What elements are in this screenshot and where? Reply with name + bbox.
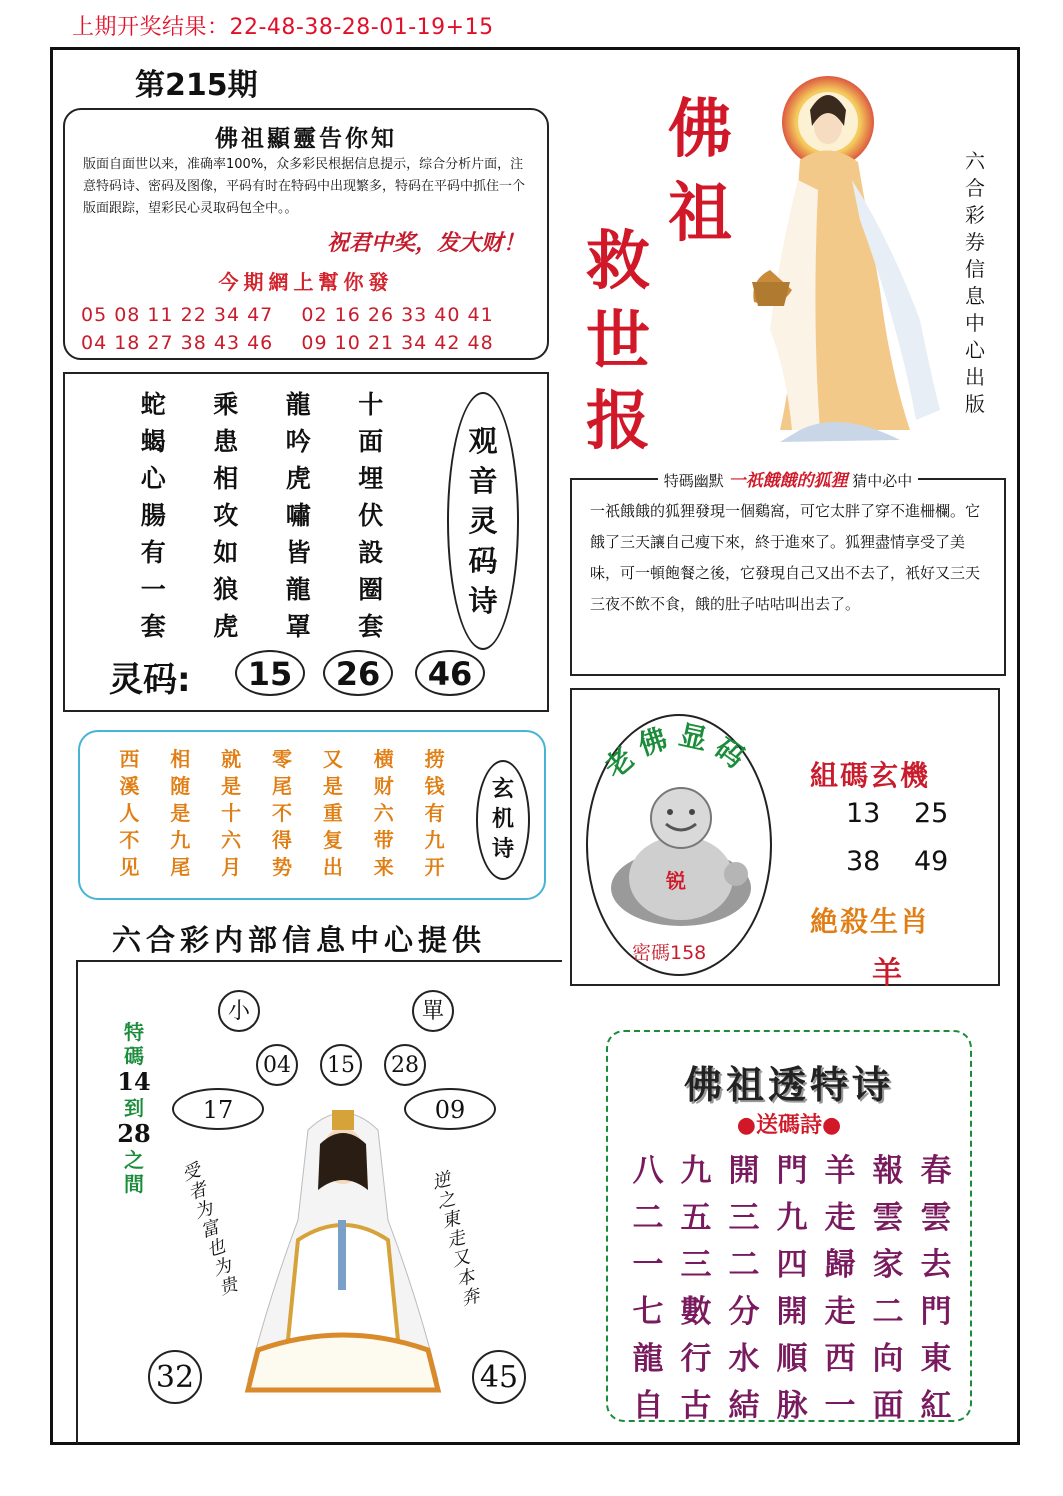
poem-char: 蝎 xyxy=(140,427,166,456)
tts-char: 四 xyxy=(776,1247,808,1283)
tts-char: 門 xyxy=(776,1153,808,1189)
kill-zodiac-title: 絶殺生肖 xyxy=(810,905,931,938)
xuanji-char: 来 xyxy=(373,855,394,879)
poem-oval-char: 音 xyxy=(468,464,498,498)
poem-char: 蛇 xyxy=(140,390,166,419)
buddha-box xyxy=(570,688,1000,991)
tema-to: 28 xyxy=(117,1119,151,1148)
help-title: 今期網上幫你發 xyxy=(218,270,394,294)
xuanji-char: 是 xyxy=(221,774,242,798)
tts-char: 分 xyxy=(728,1294,760,1330)
poem-char: 虎 xyxy=(285,464,311,493)
xuanji-char: 有 xyxy=(424,801,445,825)
tts-char: 東 xyxy=(920,1341,952,1377)
tts-char: 九 xyxy=(776,1200,808,1236)
poem-char: 相 xyxy=(213,464,239,493)
xuanji-char: 复 xyxy=(322,828,343,852)
tts-char: 八 xyxy=(632,1153,664,1189)
top-number: 15 xyxy=(320,1044,362,1086)
tts-char: 七 xyxy=(632,1294,664,1330)
xuanji-char: 势 xyxy=(271,855,292,879)
tts-char: 紅 xyxy=(920,1388,952,1424)
xuanji-char: 西 xyxy=(119,747,140,771)
small-label: 小 xyxy=(218,990,260,1032)
tts-char: 行 xyxy=(680,1341,712,1377)
tou-te-shi-box xyxy=(606,1030,972,1422)
xuanji-grid xyxy=(104,746,460,881)
single-label: 單 xyxy=(412,990,454,1032)
tema-from: 14 xyxy=(117,1067,151,1096)
xuanji-char: 横 xyxy=(373,747,394,771)
bottom-right-number: 45 xyxy=(472,1350,526,1404)
poem-char: 龍 xyxy=(285,575,311,604)
notice-body: 版面自面世以来，准确率100%，众多彩民根据信息提示，综合分析片面，注意特码诗、密码及图像，平码有时在特码中出现繁多，特码在平码中抓住一个版面跟踪，望彩民心灵取码包全中。。 xyxy=(83,157,526,216)
xuanji-char: 不 xyxy=(119,828,140,852)
tts-char: 門 xyxy=(920,1294,952,1330)
title-char-3: 救 xyxy=(586,224,650,299)
xuanji-char: 九 xyxy=(424,828,445,852)
right-verse: 逆之東走又本奔 xyxy=(430,1168,482,1311)
tts-char: 雲 xyxy=(920,1200,952,1236)
tts-char: 數 xyxy=(680,1294,712,1330)
xuanji-char: 是 xyxy=(170,801,191,825)
last-result-line: 上期开奖结果：22-48-38-28-01-19+15 xyxy=(72,15,494,40)
left-verse: 受者为富也为贵 xyxy=(179,1159,241,1300)
poem-char: 十 xyxy=(358,390,384,419)
numbers-row-2: 04 18 27 38 43 46 09 10 21 34 42 48 xyxy=(81,332,494,354)
lingma-label: 灵码: xyxy=(109,660,191,700)
bottom-left-number: 32 xyxy=(148,1350,202,1404)
xuanji-char: 见 xyxy=(119,855,140,879)
xuanji-char: 出 xyxy=(322,855,343,879)
fox-title-left: 特碼幽默 xyxy=(663,472,724,490)
tou-te-shi-grid xyxy=(624,1148,960,1430)
poem-oval-char: 诗 xyxy=(468,584,498,618)
fox-title xyxy=(572,466,1004,491)
poem-char: 套 xyxy=(140,612,166,641)
guanyin-standing-image xyxy=(740,70,950,450)
poem-char: 一 xyxy=(140,575,166,604)
xuanji-char: 月 xyxy=(221,855,242,879)
publisher-text: 六合彩券信息中心出版 xyxy=(965,149,985,416)
secret-code: 密碼158 xyxy=(632,942,707,964)
notice-box xyxy=(63,108,549,360)
poem-box xyxy=(63,372,549,712)
tts-char: 順 xyxy=(776,1341,808,1377)
xuanji-char: 又 xyxy=(322,747,343,771)
lingma-number: 15 xyxy=(235,650,305,696)
xuanji-char: 相 xyxy=(170,747,191,771)
poem-char: 狼 xyxy=(213,575,239,604)
xuanji-char: 是 xyxy=(322,774,343,798)
fox-story-box xyxy=(570,471,1006,676)
xuanji-char: 重 xyxy=(322,801,343,825)
xuanji-char: 尾 xyxy=(271,774,292,798)
xuanji-char: 捞 xyxy=(424,747,445,771)
laughing-buddha-image xyxy=(606,778,756,928)
xuanji-oval-char: 玄 xyxy=(491,777,514,802)
poem-char: 嘯 xyxy=(285,501,311,530)
xuanji-char: 人 xyxy=(119,801,140,825)
song-ma-shi-subtitle: ●送碼詩● xyxy=(736,1113,842,1138)
right-oval-number: 09 xyxy=(404,1088,496,1130)
xuanji-char: 尾 xyxy=(170,855,191,879)
tts-char: 三 xyxy=(728,1200,760,1236)
tts-char: 報 xyxy=(872,1153,904,1189)
xuanji-char: 得 xyxy=(271,828,292,852)
tema-char: 碼 xyxy=(124,1044,144,1068)
tts-char: 面 xyxy=(872,1388,904,1424)
poem-oval-char: 观 xyxy=(468,424,498,458)
kill-zodiac-value: 羊 xyxy=(872,956,902,991)
xuanji-char: 随 xyxy=(170,774,191,798)
tts-char: 去 xyxy=(920,1247,952,1283)
tts-char: 走 xyxy=(824,1200,856,1236)
tts-char: 自 xyxy=(632,1388,664,1424)
lingma-number: 26 xyxy=(323,650,393,696)
tema-between: 間 xyxy=(124,1172,144,1196)
poem-char: 攻 xyxy=(213,501,239,530)
buddha-oval xyxy=(586,714,772,976)
poem-char: 吟 xyxy=(285,427,311,456)
xuanji-box xyxy=(78,730,546,900)
tts-char: 家 xyxy=(872,1247,904,1283)
tts-char: 一 xyxy=(824,1388,856,1424)
poem-char: 套 xyxy=(358,612,384,641)
poem-char: 有 xyxy=(140,538,166,567)
xuanji-char: 财 xyxy=(373,774,394,798)
poem-char: 龍 xyxy=(285,390,311,419)
tts-char: 開 xyxy=(728,1153,760,1189)
buddha-belly-text: 锐 xyxy=(666,869,686,893)
tts-char: 五 xyxy=(680,1200,712,1236)
tts-char: 羊 xyxy=(824,1153,856,1189)
poem-char: 面 xyxy=(358,427,384,456)
poem-char: 設 xyxy=(358,538,384,567)
xuanji-char: 六 xyxy=(221,828,242,852)
poem-char: 乘 xyxy=(213,390,239,419)
poem-char: 腸 xyxy=(140,501,166,530)
tema-to-word: 到 xyxy=(124,1096,144,1120)
tou-te-shi-title: 佛祖透特诗 xyxy=(683,1062,894,1107)
title-char-5: 报 xyxy=(586,384,650,459)
fox-story-body: 一祇餓餓的狐狸發現一個鷄窩，可它太胖了穿不進柵欄。它餓了三天讓自己瘦下來，終于進來了。狐狸盡情享受了美味，可一頓飽餐之後，它發現自己又出不去了，衹好又三天三夜不飲不食，餓的肚子咕咕叫出去了。 xyxy=(590,502,981,613)
xuanji-char: 溪 xyxy=(119,774,140,798)
congrats-text: 祝君中奖，发大财！ xyxy=(326,230,525,256)
poem-char: 罩 xyxy=(285,612,311,641)
xuanji-char: 六 xyxy=(373,801,394,825)
tema-between: 之 xyxy=(124,1148,144,1172)
poem-oval xyxy=(447,392,519,650)
tts-char: 水 xyxy=(728,1341,760,1377)
tts-char: 向 xyxy=(872,1341,904,1377)
tts-char: 開 xyxy=(776,1294,808,1330)
issue-number: 第215期 xyxy=(135,68,258,103)
tema-char: 特 xyxy=(124,1020,144,1044)
combo-number: 38 xyxy=(846,846,881,877)
title-char-2: 祖 xyxy=(668,176,732,251)
top-number: 28 xyxy=(384,1044,426,1086)
xuanji-oval xyxy=(476,760,530,880)
xuanji-char: 九 xyxy=(170,828,191,852)
poem-char: 患 xyxy=(213,427,239,456)
tema-range xyxy=(114,1020,154,1196)
poem-char: 伏 xyxy=(358,501,384,530)
svg-text:老佛显码: 老佛显码 xyxy=(598,718,758,785)
xuanji-char: 零 xyxy=(271,747,292,771)
title-char-4: 世 xyxy=(586,304,650,379)
combo-number: 13 xyxy=(846,798,881,829)
tts-char: 古 xyxy=(680,1388,712,1424)
tts-char: 西 xyxy=(824,1341,856,1377)
tts-char: 脉 xyxy=(776,1388,808,1424)
poem-grid xyxy=(117,386,407,645)
poem-oval-char: 灵 xyxy=(468,504,498,538)
tts-char: 春 xyxy=(920,1153,952,1189)
fox-title-red: 一祇餓餓的狐狸 xyxy=(728,471,848,491)
top-number: 04 xyxy=(256,1044,298,1086)
notice-title: 佛祖顯靈告你知 xyxy=(215,125,397,152)
poem-char: 虎 xyxy=(213,612,239,641)
poem-char: 埋 xyxy=(358,464,384,493)
xuanji-char: 钱 xyxy=(424,774,445,798)
tts-char: 走 xyxy=(824,1294,856,1330)
poem-char: 心 xyxy=(140,464,166,493)
tts-char: 三 xyxy=(680,1247,712,1283)
tts-char: 二 xyxy=(632,1200,664,1236)
xuanji-oval-char: 诗 xyxy=(491,837,514,862)
tts-char: 二 xyxy=(728,1247,760,1283)
tts-char: 雲 xyxy=(872,1200,904,1236)
left-oval-number: 17 xyxy=(172,1088,264,1130)
poem-char: 如 xyxy=(213,538,239,567)
numbers-row-1: 05 08 11 22 34 47 02 16 26 33 40 41 xyxy=(81,304,494,326)
xuanji-char: 十 xyxy=(221,801,242,825)
xuanji-oval-char: 机 xyxy=(491,807,514,832)
tts-char: 九 xyxy=(680,1153,712,1189)
xuanji-char: 不 xyxy=(271,801,292,825)
xuanji-char: 就 xyxy=(221,747,242,771)
combo-number: 25 xyxy=(914,798,949,829)
poem-oval-char: 码 xyxy=(468,544,498,578)
title-char-1: 佛 xyxy=(668,92,732,167)
combo-number: 49 xyxy=(914,846,949,877)
tts-char: 二 xyxy=(872,1294,904,1330)
poem-char: 皆 xyxy=(285,538,311,567)
poem-char: 圈 xyxy=(358,575,384,604)
provider-text: 六合彩内部信息中心提供 xyxy=(112,923,487,957)
fox-title-right: 猜中必中 xyxy=(852,472,913,490)
tts-char: 歸 xyxy=(824,1247,856,1283)
tts-char: 結 xyxy=(728,1388,760,1424)
xuanji-char: 开 xyxy=(424,855,445,879)
lingma-number: 46 xyxy=(415,650,485,696)
tts-char: 一 xyxy=(632,1247,664,1283)
xuanji-char: 带 xyxy=(373,828,394,852)
guanyin-seated-image xyxy=(238,1100,448,1400)
tts-char: 龍 xyxy=(632,1341,664,1377)
combo-title: 組碼玄機 xyxy=(810,759,931,792)
